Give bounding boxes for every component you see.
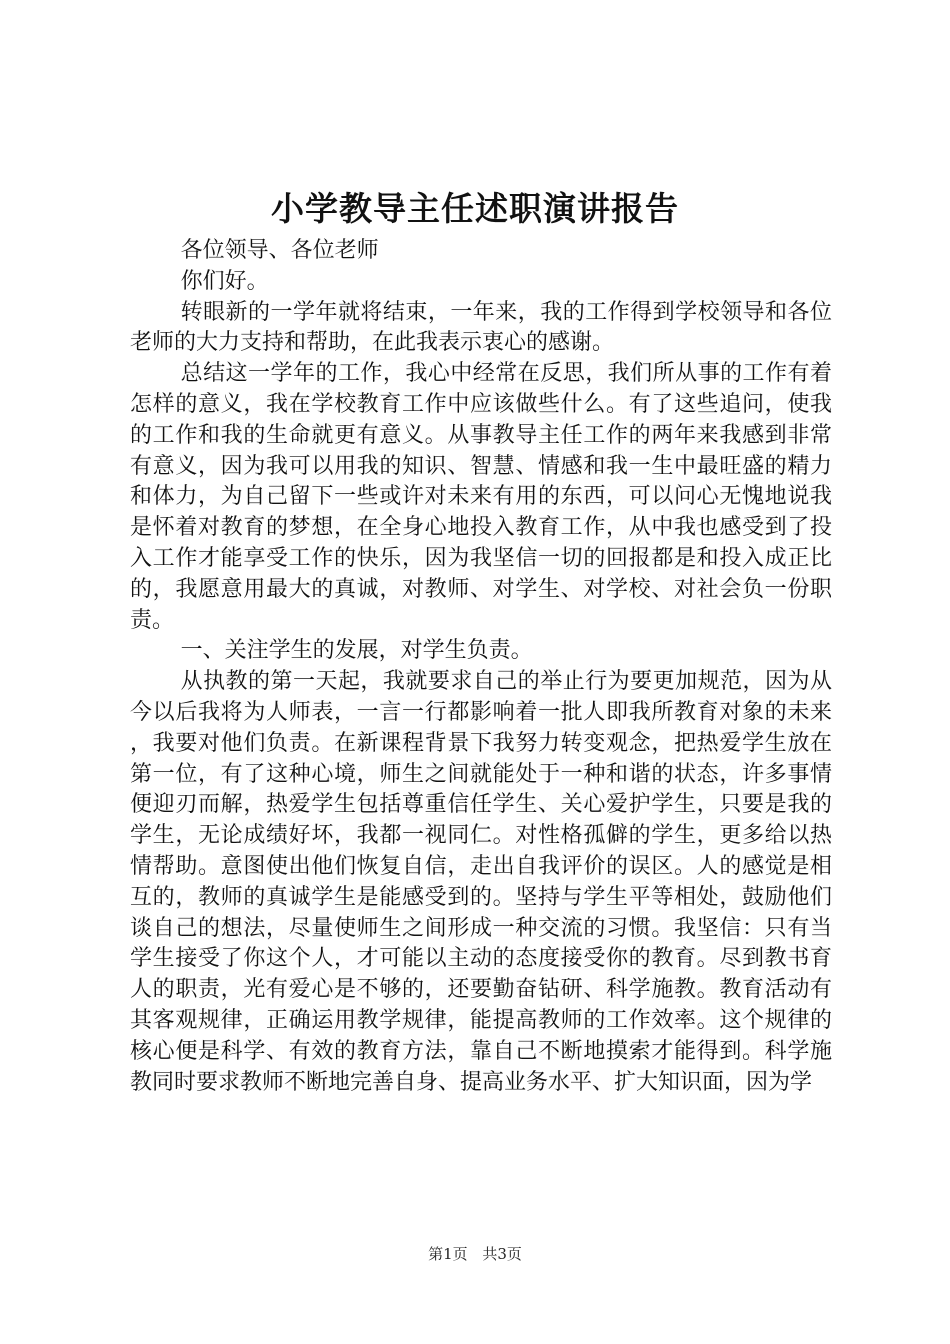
section-heading-1: 一、关注学生的发展，对学生负责。 (180, 638, 533, 664)
paragraph-intro: 转眼新的一学年就将结束，一年来，我的工作得到学校领导和各位老师的大力支持和帮助，在此我表示衷心的感谢。 (130, 299, 832, 356)
page-title: 小学教导主任述职演讲报告 (271, 189, 679, 228)
paragraph-section-1: 从执教的第一天起，我就要求自己的举止行为要更加规范，因为从今以后我将为人师表，一言一行都影响着一批人即我所教育对象的未来，我要对他们负责。在新课程背景下我努力转变观念，把热爱学生放在第一位，有了这种心境，师生之间就能处于一种和谐的状态，许多事情便迎刃而解，热爱学生包括尊重信任学生、关心爱护学生，只要是我的学生，无论成绩好坏，我都一视同仁。对性格孤僻的学生，更多给以热情帮助。意图使出他们恢复自信，走出自我评价的误区。人的感觉是相互的，教师的真诚学生是能感受到的。坚持与学生平等相处，鼓励他们谈自己的想法，尽量使师生之间形成一种交流的习惯。我坚信：只有当学生接受了你这个人，才可能以主动的态度接受你的教育。尽到教书育人的职责，光有爱心是不够的，还要勤奋钻研、科学施教。教育活动有其客观规律，正确运用教学规律，能提高教师的工作效率。这个规律的核心便是科学、有效的教育方法，靠自己不断地摸索才能得到。科学施教同时要求教师不断地完善自身、提高业务水平、扩大知识面，因为学 (130, 669, 832, 1095)
page-total: 共3页 (482, 1245, 522, 1263)
paragraph-summary: 总结这一学年的工作，我心中经常在反思，我们所从事的工作有着怎样的意义，我在学校教育工作中应该做些什么。有了这些追问，使我的工作和我的生命就更有意义。从事教导主任工作的两年来我感到非常有意义，因为我可以用我的知识、智慧、情感和我一生中最旺盛的精力和体力，为自己留下一些或许对未来有用的东西，可以问心无愧地说我是怀着对教育的梦想，在全身心地投入教育工作，从中我也感受到了投入工作才能享受工作的快乐，因为我坚信一切的回报都是和投入成正比的，我愿意用最大的真诚，对教师、对学生、对学校、对社会负一份职责。 (130, 361, 832, 633)
document-body (130, 236, 832, 1098)
page-number: 第1页 (428, 1245, 468, 1263)
greeting: 你们好。 (180, 268, 269, 294)
salutation: 各位领导、各位老师 (180, 238, 379, 263)
page-footer (0, 1244, 950, 1264)
